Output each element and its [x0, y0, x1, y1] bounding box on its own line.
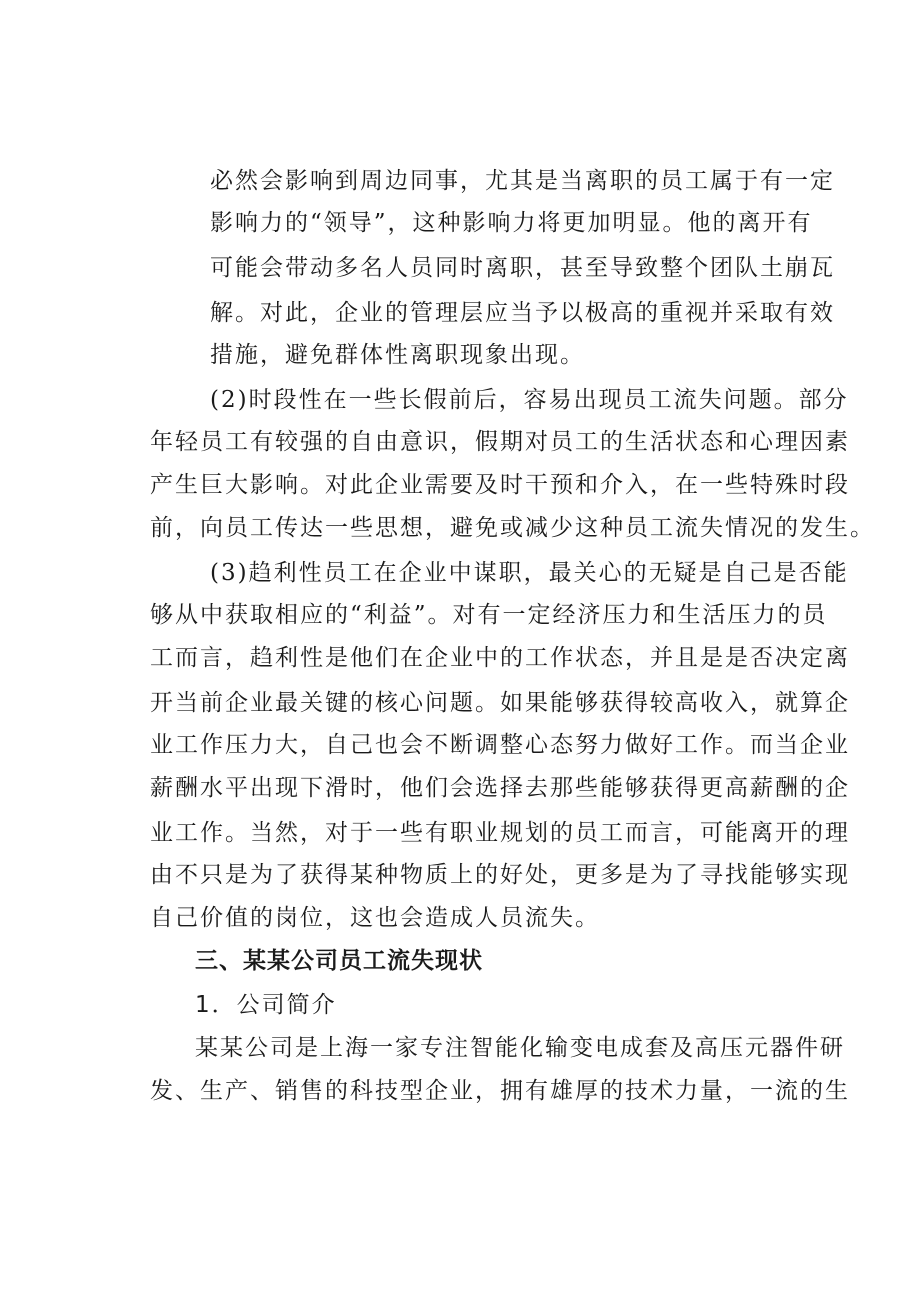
paragraph-line: (2)时段性在一些长假前后，容易出现员工流失问题。部分: [210, 387, 849, 413]
paragraph-line: 年轻员工有较强的自由意识，假期对员工的生活状态和心理因素: [150, 429, 850, 455]
subsection-heading: 1．公司简介: [195, 992, 337, 1018]
paragraph-line: 发、生产、销售的科技型企业，拥有雄厚的技术力量，一流的生: [150, 1078, 850, 1104]
paragraph-line: 某某公司是上海一家专注智能化输变电成套及高压元器件研: [195, 1035, 845, 1061]
paragraph-line: 够从中获取相应的“利益”。对有一定经济压力和生活压力的员: [150, 602, 828, 628]
quote-line: 必然会影响到周边同事，尤其是当离职的员工属于有一定: [210, 168, 835, 194]
paragraph-line: 前，向员工传达一些思想，避免或减少这种员工流失情况的发生。: [150, 515, 875, 541]
quote-line: 可能会带动多名人员同时离职，甚至导致整个团队土崩瓦: [210, 255, 835, 281]
paragraph-line: 自己价值的岗位，这也会造成人员流失。: [150, 905, 600, 931]
paragraph-line: 业工作压力大，自己也会不断调整心态努力做好工作。而当企业: [150, 732, 850, 758]
section-heading: 三、某某公司员工流失现状: [195, 948, 483, 974]
paragraph-line: 由不只是为了获得某种物质上的好处，更多是为了寻找能够实现: [150, 862, 850, 888]
quote-line: 影响力的“领导”，这种影响力将更加明显。他的离开有: [210, 210, 813, 236]
paragraph-line: 产生巨大影响。对此企业需要及时干预和介入，在一些特殊时段: [150, 472, 850, 498]
paragraph-line: 工而言，趋利性是他们在企业中的工作状态，并且是是否决定离: [150, 645, 850, 671]
paragraph-line: 开当前企业最关键的核心问题。如果能够获得较高收入，就算企: [150, 690, 850, 716]
paragraph-line: 业工作。当然，对于一些有职业规划的员工而言，可能离开的理: [150, 820, 850, 846]
paragraph-line: 薪酬水平出现下滑时，他们会选择去那些能够获得更高薪酬的企: [150, 775, 850, 801]
quote-line: 解。对此，企业的管理层应当予以极高的重视并采取有效: [210, 300, 835, 326]
quote-line: 措施，避免群体性离职现象出现。: [210, 342, 585, 368]
paragraph-line: (3)趋利性员工在企业中谋职，最关心的无疑是自己是否能: [210, 560, 849, 586]
